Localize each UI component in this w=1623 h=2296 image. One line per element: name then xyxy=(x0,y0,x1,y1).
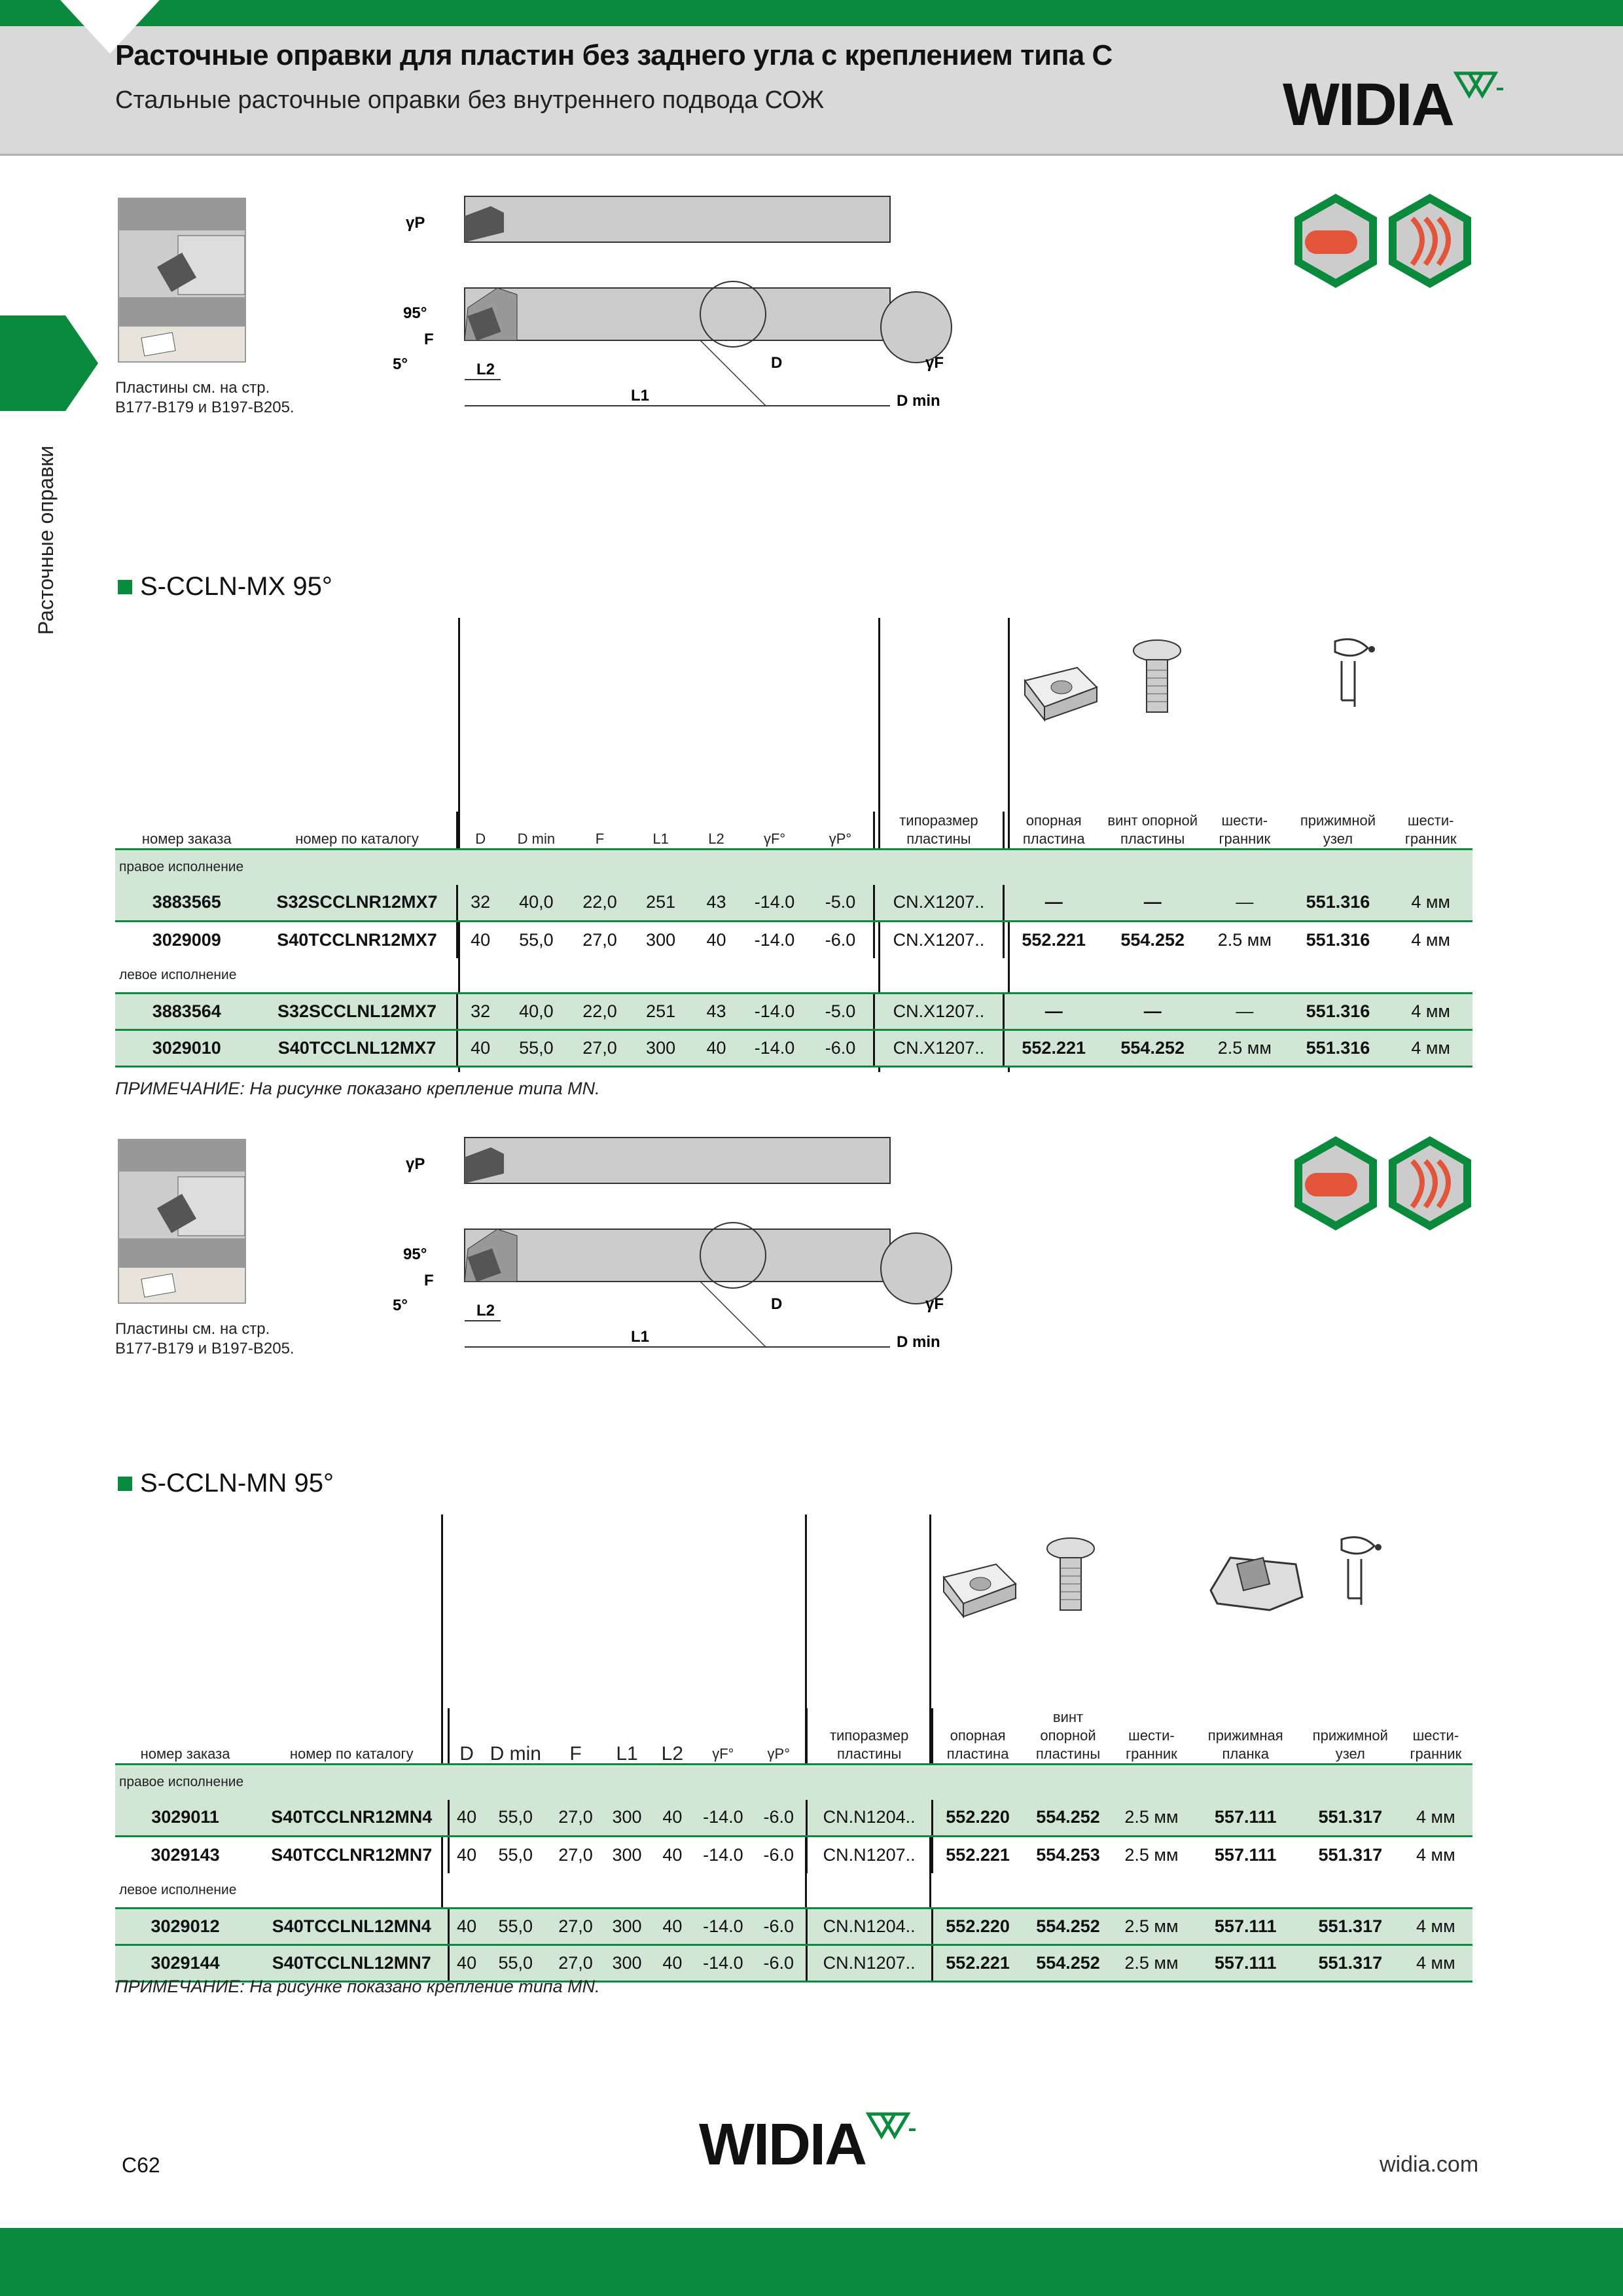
clamp-unit-icon xyxy=(1315,635,1387,726)
cell: 3029010 xyxy=(115,1030,259,1067)
cell: -14.0 xyxy=(741,994,808,1030)
cell: -6.0 xyxy=(752,1945,807,1982)
cell: 554.252 xyxy=(1120,929,1185,950)
col-header: прижимная планка xyxy=(1190,1708,1302,1765)
logo-triangle-icon xyxy=(866,2111,918,2151)
page-subtitle: Стальные расточные оправки без внутреннего подвода СОЖ xyxy=(115,86,825,114)
group-label: правое исполнение xyxy=(115,850,1472,885)
screw-icon xyxy=(1044,1535,1097,1621)
table-row xyxy=(115,922,1472,958)
table-note: ПРИМЕЧАНИЕ: На рисунке показано крепление типа MN. xyxy=(115,1977,600,1996)
cell: 2.5 мм xyxy=(1113,1945,1189,1982)
spec-table-mn xyxy=(115,1708,1472,1982)
fig-label: L2 xyxy=(476,361,495,378)
cell: 40 xyxy=(449,1909,484,1945)
cell: S40TCCLNR12MN7 xyxy=(255,1837,449,1873)
cell: 27,0 xyxy=(582,929,617,950)
cell: — xyxy=(1004,885,1103,922)
widia-logo-footer xyxy=(699,2111,918,2179)
page-number: C62 xyxy=(122,2153,160,2177)
spec-table-mx xyxy=(115,812,1472,1067)
cell: 557.111 xyxy=(1190,1909,1302,1945)
cell: 300 xyxy=(603,1800,650,1837)
cell: 554.253 xyxy=(1036,1844,1100,1865)
cell: 40 xyxy=(651,1800,694,1837)
cell: CN.X1207.. xyxy=(874,1030,1003,1067)
cell: CN.N1204.. xyxy=(806,1800,932,1837)
cell: 43 xyxy=(691,885,741,922)
group-row xyxy=(115,958,1472,994)
cell: 3029143 xyxy=(151,1844,220,1865)
col-header: D min xyxy=(484,1708,548,1765)
cell: 300 xyxy=(603,1945,650,1982)
cell: — xyxy=(1202,994,1287,1030)
screw-icon xyxy=(1131,637,1183,723)
table-header-row xyxy=(115,1708,1472,1765)
col-header: номер по каталогу xyxy=(259,812,457,850)
cell: 43 xyxy=(691,994,741,1030)
table-row xyxy=(115,1030,1472,1067)
caption-line: B177-B179 и B197-B205. xyxy=(115,1340,294,1357)
cell: -14.0 xyxy=(741,885,808,922)
cell: 4 мм xyxy=(1399,1800,1472,1837)
cell: -5.0 xyxy=(808,885,874,922)
group-label: левое исполнение xyxy=(115,958,1472,994)
section-title-text: S-CCLN-MN 95° xyxy=(140,1469,334,1498)
cell: 551.317 xyxy=(1302,1945,1399,1982)
col-header: L2 xyxy=(691,812,741,850)
cell: 3883564 xyxy=(115,994,259,1030)
cell: 2.5 мм xyxy=(1202,1030,1287,1067)
cell: 55,0 xyxy=(484,1909,548,1945)
cell: 27,0 xyxy=(569,1030,630,1067)
col-header: L2 xyxy=(651,1708,694,1765)
fig-label: 5° xyxy=(393,1297,408,1314)
cell: -5.0 xyxy=(808,994,874,1030)
logo-text: WIDIA xyxy=(1283,71,1454,138)
cell: S32SCCLNL12MX7 xyxy=(259,994,457,1030)
col-header: γP° xyxy=(752,1708,807,1765)
fig-label: γF xyxy=(925,1295,944,1313)
col-header: опорная пластина xyxy=(1004,812,1103,850)
col-header: прижимной узел xyxy=(1287,812,1389,850)
table-row xyxy=(115,1837,1472,1873)
table-row xyxy=(115,1909,1472,1945)
cell: 55,0 xyxy=(503,1030,569,1067)
application-hex-icon xyxy=(1386,1135,1474,1232)
table-header-row xyxy=(115,812,1472,850)
cell: — xyxy=(1202,885,1287,922)
caption-line: B177-B179 и B197-B205. xyxy=(115,399,294,416)
fig-label: γP xyxy=(406,214,425,232)
section-title xyxy=(118,572,332,601)
table-row xyxy=(115,885,1472,922)
section-title xyxy=(118,1469,334,1498)
fig-label: γP xyxy=(406,1155,425,1173)
col-header: опорная пластина xyxy=(932,1708,1023,1765)
cell: 55,0 xyxy=(484,1800,548,1837)
col-header: номер заказа xyxy=(115,1708,255,1765)
cell: 300 xyxy=(630,1030,691,1067)
section-title-text: S-CCLN-MX 95° xyxy=(140,572,332,601)
cell: 40 xyxy=(651,1945,694,1982)
cell: 300 xyxy=(646,929,676,950)
cell: 2.5 мм xyxy=(1113,1800,1189,1837)
cell: 552.221 xyxy=(932,1945,1023,1982)
cell: 27,0 xyxy=(548,1945,604,1982)
cell: 2.5 мм xyxy=(1124,1844,1179,1865)
group-label: правое исполнение xyxy=(115,1765,1472,1800)
application-hex-icon xyxy=(1292,1135,1380,1232)
fig-label: D min xyxy=(897,392,940,410)
cell: -14.0 xyxy=(694,1945,752,1982)
cell: S40TCCLNR12MN4 xyxy=(255,1800,449,1837)
cell: 55,0 xyxy=(498,1844,533,1865)
cell: 552.221 xyxy=(946,1844,1010,1865)
cell: -6.0 xyxy=(752,1837,807,1873)
fig-label: D min xyxy=(897,1333,940,1351)
fig-label: F xyxy=(424,331,434,348)
cell: 22,0 xyxy=(569,885,630,922)
cell: 55,0 xyxy=(519,929,554,950)
table-row xyxy=(115,994,1472,1030)
col-header: типоразмер пластины xyxy=(874,812,1003,850)
application-hex-icon xyxy=(1386,192,1474,289)
cell: CN.N1204.. xyxy=(806,1909,932,1945)
col-header: L1 xyxy=(603,1708,650,1765)
cell: S40TCCLNL12MX7 xyxy=(259,1030,457,1067)
cell: 4 мм xyxy=(1399,1909,1472,1945)
bottom-green-band xyxy=(0,2228,1623,2296)
cell: -6.0 xyxy=(752,1909,807,1945)
cell: 4 мм xyxy=(1389,994,1472,1030)
cell: 551.317 xyxy=(1302,1909,1399,1945)
cell: 554.252 xyxy=(1103,1030,1202,1067)
caption-line: Пластины см. на стр. xyxy=(115,379,270,397)
group-row xyxy=(115,1873,1472,1909)
col-header: F xyxy=(548,1708,604,1765)
cell: 40 xyxy=(662,1844,683,1865)
cell: 40 xyxy=(449,1800,484,1837)
cell: 554.252 xyxy=(1023,1800,1114,1837)
fig-label: 5° xyxy=(393,355,408,373)
cell: CN.X1207.. xyxy=(874,994,1003,1030)
cell: 551.317 xyxy=(1302,1800,1399,1837)
cell: -14.0 xyxy=(754,929,795,950)
cell: 40 xyxy=(457,1844,477,1865)
cell: 40,0 xyxy=(503,994,569,1030)
fig-label: 95° xyxy=(403,1246,427,1263)
cell: 32 xyxy=(457,885,503,922)
cell: -6.0 xyxy=(752,1800,807,1837)
col-header: шести-гранник xyxy=(1113,1708,1189,1765)
cell: 40 xyxy=(471,929,491,950)
col-header: винт опорной пластины xyxy=(1103,812,1202,850)
boring-bar-drawing xyxy=(393,190,982,425)
support-plate-icon xyxy=(937,1551,1022,1623)
fig-label: 95° xyxy=(403,304,427,322)
table-note: ПРИМЕЧАНИЕ: На рисунке показано крепление типа MN. xyxy=(115,1079,600,1098)
support-plate-icon xyxy=(1018,655,1103,726)
cell: 552.221 xyxy=(1022,929,1086,950)
cell: -6.0 xyxy=(808,922,874,958)
cell: 251 xyxy=(630,885,691,922)
website-link[interactable]: widia.com xyxy=(1380,2152,1479,2177)
cell: 40 xyxy=(449,1945,484,1982)
cell: 551.317 xyxy=(1318,1844,1383,1865)
cell: 4 мм xyxy=(1411,929,1450,950)
fig-label: F xyxy=(424,1272,434,1289)
cell: S32SCCLNR12MX7 xyxy=(259,885,457,922)
clamp-unit-icon xyxy=(1322,1533,1394,1624)
cell: 551.316 xyxy=(1287,885,1389,922)
cell: 551.316 xyxy=(1306,929,1370,950)
cell: 4 мм xyxy=(1389,885,1472,922)
cell: CN.N1207.. xyxy=(806,1945,932,1982)
cell: 4 мм xyxy=(1389,1030,1472,1067)
cell: 300 xyxy=(603,1909,650,1945)
cell: 22,0 xyxy=(569,994,630,1030)
fig-label: D xyxy=(771,1295,783,1313)
col-header: L1 xyxy=(630,812,691,850)
col-header: шести-гранник xyxy=(1399,1708,1472,1765)
cell: — xyxy=(1103,994,1202,1030)
figure-caption xyxy=(115,378,294,418)
figure-caption xyxy=(115,1319,294,1359)
table-row xyxy=(115,1800,1472,1837)
application-hex-icon xyxy=(1292,192,1380,289)
col-header: γF° xyxy=(741,812,808,850)
col-header: шести-гранник xyxy=(1389,812,1472,850)
cell: 557.111 xyxy=(1190,1800,1302,1837)
clamp-plate-icon xyxy=(1198,1538,1309,1623)
fig-label: L1 xyxy=(631,1328,650,1346)
cell: 557.111 xyxy=(1214,1844,1277,1865)
cell: -14.0 xyxy=(694,1909,752,1945)
caption-line: Пластины см. на стр. xyxy=(115,1320,270,1338)
cell: -14.0 xyxy=(703,1844,743,1865)
cell: 554.252 xyxy=(1023,1945,1114,1982)
fig-label: L1 xyxy=(631,387,650,404)
cell: 3883565 xyxy=(115,885,259,922)
cell: 40 xyxy=(457,1030,503,1067)
cell: S40TCCLNR12MX7 xyxy=(259,922,457,958)
col-header: F xyxy=(569,812,630,850)
insert-inset-image xyxy=(118,1139,246,1304)
cell: 552.220 xyxy=(932,1909,1023,1945)
cell: 40 xyxy=(691,1030,741,1067)
col-header: D xyxy=(457,812,503,850)
cell: 557.111 xyxy=(1190,1945,1302,1982)
col-header: винт опорной пластины xyxy=(1023,1708,1114,1765)
cell: CN.X1207.. xyxy=(874,885,1003,922)
page-title: Расточные оправки для пластин без заднего угла с креплением типа С xyxy=(115,39,1113,71)
cell: CN.N1207.. xyxy=(806,1837,932,1873)
group-row xyxy=(115,850,1472,885)
cell: 3029009 xyxy=(152,929,221,950)
col-header: типоразмер пластины xyxy=(806,1708,932,1765)
fig-label: γF xyxy=(925,354,944,372)
cell: 554.252 xyxy=(1023,1909,1114,1945)
widia-logo xyxy=(1283,71,1506,139)
col-header: номер заказа xyxy=(115,812,259,850)
cell: 551.316 xyxy=(1287,1030,1389,1067)
col-header: шести-гранник xyxy=(1202,812,1287,850)
cell: 55,0 xyxy=(484,1945,548,1982)
logo-text: WIDIA xyxy=(699,2112,866,2178)
fig-label: L2 xyxy=(476,1302,495,1319)
col-header: D min xyxy=(503,812,569,850)
boring-bar-drawing xyxy=(393,1131,982,1367)
cell: CN.X1207.. xyxy=(874,922,1003,958)
cell: 40 xyxy=(651,1909,694,1945)
cell: S40TCCLNL12MN7 xyxy=(255,1945,449,1982)
cell: 300 xyxy=(612,1844,642,1865)
boring-cross-section-icon xyxy=(119,199,245,361)
cell: — xyxy=(1004,994,1103,1030)
side-label: Расточные оправки xyxy=(34,445,58,635)
cell: 3029011 xyxy=(115,1800,255,1837)
boring-cross-section-icon xyxy=(119,1140,245,1302)
cell: 251 xyxy=(630,994,691,1030)
cell: S40TCCLNL12MN4 xyxy=(255,1909,449,1945)
section-marker-icon xyxy=(118,580,132,594)
cell: -6.0 xyxy=(808,1030,874,1067)
cell: 552.221 xyxy=(1004,1030,1103,1067)
cell: 40 xyxy=(706,929,726,950)
col-header: γP° xyxy=(808,812,874,850)
col-header: прижимной узел xyxy=(1302,1708,1399,1765)
cell: 27,0 xyxy=(558,1844,593,1865)
group-label: левое исполнение xyxy=(115,1873,1472,1909)
cell: 552.220 xyxy=(932,1800,1023,1837)
cell: 27,0 xyxy=(548,1909,604,1945)
cell: 551.316 xyxy=(1287,994,1389,1030)
group-row xyxy=(115,1765,1472,1800)
cell: 27,0 xyxy=(548,1800,604,1837)
col-header: γF° xyxy=(694,1708,752,1765)
cell: 4 мм xyxy=(1399,1945,1472,1982)
cell: 2.5 мм xyxy=(1113,1909,1189,1945)
cell: 32 xyxy=(457,994,503,1030)
fig-label: D xyxy=(771,354,783,372)
cell: -14.0 xyxy=(694,1800,752,1837)
cell: 3029144 xyxy=(115,1945,255,1982)
cell: 2.5 мм xyxy=(1217,929,1272,950)
top-green-band xyxy=(0,0,1623,26)
cell: 4 мм xyxy=(1416,1844,1455,1865)
section-marker-icon xyxy=(118,1477,132,1491)
col-header: D xyxy=(449,1708,484,1765)
cell: -14.0 xyxy=(741,1030,808,1067)
logo-triangle-icon xyxy=(1454,71,1506,110)
cell: 3029012 xyxy=(115,1909,255,1945)
cell: 40,0 xyxy=(503,885,569,922)
insert-inset-image xyxy=(118,198,246,363)
cell: — xyxy=(1103,885,1202,922)
col-header: номер по каталогу xyxy=(255,1708,449,1765)
